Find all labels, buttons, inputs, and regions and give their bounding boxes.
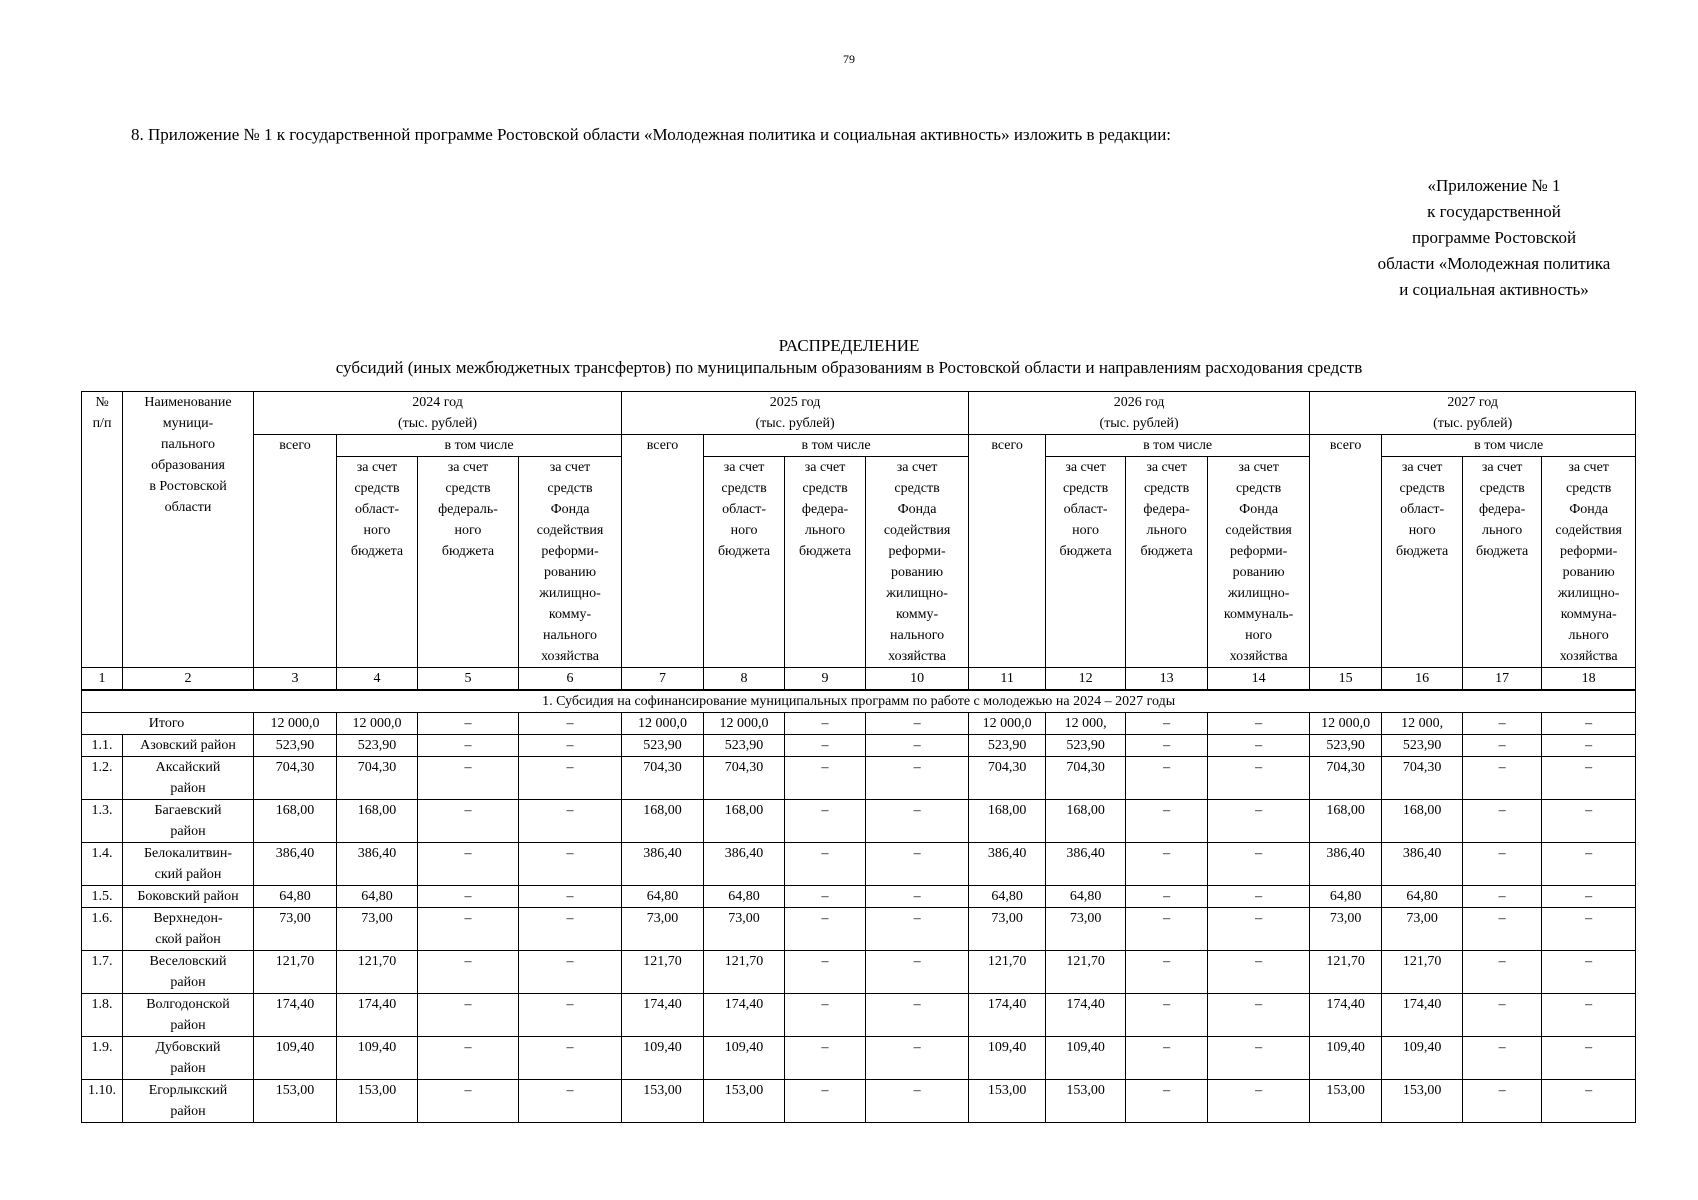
row-value: 174,40	[254, 994, 337, 1037]
row-value: –	[866, 1037, 969, 1080]
row-value: –	[1542, 886, 1636, 908]
row-value: 64,80	[622, 886, 704, 908]
column-number: 11	[969, 668, 1046, 691]
row-value: –	[519, 1080, 622, 1123]
row-value: –	[866, 735, 969, 757]
row-number: 1.9.	[82, 1037, 123, 1080]
row-value: –	[418, 908, 519, 951]
row-value: –	[418, 757, 519, 800]
row-value: –	[1463, 951, 1542, 994]
row-value: –	[1463, 800, 1542, 843]
row-value: 704,30	[254, 757, 337, 800]
row-value: 523,90	[1382, 735, 1463, 757]
row-value: –	[1208, 735, 1310, 757]
row-number: 1.2.	[82, 757, 123, 800]
row-value: 121,70	[1310, 951, 1382, 994]
row-value: 121,70	[337, 951, 418, 994]
row-value: 523,90	[969, 735, 1046, 757]
column-number: 18	[1542, 668, 1636, 691]
header-federal: за счет средств федера- льного бюджета	[785, 457, 866, 668]
row-value: 73,00	[254, 908, 337, 951]
municipality-name: Дубовский район	[123, 1037, 254, 1080]
row-value: –	[1463, 1080, 1542, 1123]
total-value: –	[519, 713, 622, 735]
row-value: –	[1542, 1037, 1636, 1080]
row-value: 64,80	[1310, 886, 1382, 908]
row-value: 64,80	[254, 886, 337, 908]
row-value: –	[785, 886, 866, 908]
row-value: 64,80	[704, 886, 785, 908]
row-value: 174,40	[969, 994, 1046, 1037]
row-value: 109,40	[704, 1037, 785, 1080]
row-value: –	[1463, 908, 1542, 951]
row-value: –	[418, 886, 519, 908]
row-value: –	[519, 757, 622, 800]
row-value: –	[866, 800, 969, 843]
section-title: 1. Субсидия на софинансирование муниципальных программ по работе с молодежью на 2024 – 2027 годы	[82, 690, 1636, 713]
total-value: –	[1542, 713, 1636, 735]
row-value: 174,40	[704, 994, 785, 1037]
row-value: –	[519, 994, 622, 1037]
row-value: 109,40	[337, 1037, 418, 1080]
row-value: –	[1126, 951, 1208, 994]
header-fund: за счет средств Фонда содействия реформи- рованию жилищно- комму- нального хозяйства	[866, 457, 969, 668]
table-row	[82, 908, 1636, 951]
total-value: –	[1126, 713, 1208, 735]
header-fund: за счет средств Фонда содействия реформи- рованию жилищно- комму- нального хозяйства	[519, 457, 622, 668]
table-row	[82, 757, 1636, 800]
row-value: –	[866, 843, 969, 886]
column-number: 3	[254, 668, 337, 691]
row-number: 1.5.	[82, 886, 123, 908]
row-value: –	[1463, 886, 1542, 908]
row-value: –	[418, 800, 519, 843]
municipality-name: Боковский район	[123, 886, 254, 908]
row-value: 73,00	[1382, 908, 1463, 951]
subsidy-table	[81, 391, 1636, 1123]
row-value: 73,00	[337, 908, 418, 951]
row-value: 121,70	[254, 951, 337, 994]
row-value: –	[519, 735, 622, 757]
row-value: 153,00	[1382, 1080, 1463, 1123]
title-subtitle: субсидий (иных межбюджетных трансфертов) по муниципальным образованиям в Ростовской области и направлениям расходования средств	[335, 358, 1363, 377]
row-value: 386,40	[337, 843, 418, 886]
row-value: –	[1126, 886, 1208, 908]
total-value: –	[1208, 713, 1310, 735]
row-value: –	[519, 886, 622, 908]
row-value: 704,30	[622, 757, 704, 800]
row-value: –	[1208, 886, 1310, 908]
table-row	[82, 800, 1636, 843]
row-value: –	[1208, 951, 1310, 994]
row-value: –	[1542, 735, 1636, 757]
row-value: 73,00	[622, 908, 704, 951]
row-value: –	[785, 951, 866, 994]
appendix-line: «Приложение № 1	[1427, 176, 1561, 195]
row-value: 523,90	[337, 735, 418, 757]
row-value: –	[785, 1037, 866, 1080]
row-value: –	[1126, 757, 1208, 800]
row-value: 704,30	[704, 757, 785, 800]
municipality-name: Азовский район	[123, 735, 254, 757]
row-value: 121,70	[1046, 951, 1126, 994]
total-value: –	[866, 713, 969, 735]
row-value: –	[418, 1037, 519, 1080]
row-value: –	[1126, 800, 1208, 843]
title-heading: РАСПРЕДЕЛЕНИЕ	[778, 336, 920, 355]
row-value: –	[785, 735, 866, 757]
row-value: –	[1463, 843, 1542, 886]
total-value: 12 000,0	[1310, 713, 1382, 735]
row-value: 73,00	[1046, 908, 1126, 951]
header-including: в том числе	[1046, 435, 1310, 457]
row-value: 174,40	[337, 994, 418, 1037]
row-value: 386,40	[622, 843, 704, 886]
row-value: 121,70	[704, 951, 785, 994]
row-value: 523,90	[704, 735, 785, 757]
row-value: 386,40	[969, 843, 1046, 886]
total-label: Итого	[82, 713, 254, 735]
header-num: № п/п	[82, 392, 123, 668]
row-value: 109,40	[969, 1037, 1046, 1080]
document-title	[0, 335, 1698, 379]
appendix-line: к государственной	[1427, 202, 1561, 221]
row-value: –	[785, 908, 866, 951]
row-value: 109,40	[1310, 1037, 1382, 1080]
row-value: 121,70	[622, 951, 704, 994]
row-value: –	[1463, 757, 1542, 800]
municipality-name: Егорлыкский район	[123, 1080, 254, 1123]
row-value: 109,40	[622, 1037, 704, 1080]
row-value: 64,80	[337, 886, 418, 908]
row-value: –	[1208, 843, 1310, 886]
column-number: 8	[704, 668, 785, 691]
row-value: –	[1208, 994, 1310, 1037]
header-regional: за счет средств област- ного бюджета	[1382, 457, 1463, 668]
header-total: всего	[969, 435, 1046, 668]
header-including: в том числе	[704, 435, 969, 457]
row-number: 1.8.	[82, 994, 123, 1037]
row-value: –	[866, 886, 969, 908]
column-number: 16	[1382, 668, 1463, 691]
header-year-2026: 2026 год (тыс. рублей)	[969, 392, 1310, 435]
row-value: 523,90	[622, 735, 704, 757]
intro-paragraph: 8. Приложение № 1 к государственной программе Ростовской области «Молодежная политика и социальная активность» изложить в редакции:	[131, 125, 1172, 144]
row-value: –	[1542, 757, 1636, 800]
header-year-2024: 2024 год (тыс. рублей)	[254, 392, 622, 435]
row-value: –	[1542, 1080, 1636, 1123]
row-value: 168,00	[704, 800, 785, 843]
row-value: 523,90	[1310, 735, 1382, 757]
row-value: 174,40	[622, 994, 704, 1037]
row-value: –	[866, 1080, 969, 1123]
row-value: –	[519, 843, 622, 886]
row-number: 1.1.	[82, 735, 123, 757]
row-value: –	[519, 1037, 622, 1080]
row-value: –	[1542, 951, 1636, 994]
page-number: 79	[843, 52, 855, 66]
municipality-name: Аксайский район	[123, 757, 254, 800]
row-number: 1.4.	[82, 843, 123, 886]
row-value: –	[866, 951, 969, 994]
total-value: 12 000,0	[704, 713, 785, 735]
table-row	[82, 886, 1636, 908]
total-value: –	[1463, 713, 1542, 735]
row-value: –	[1463, 1037, 1542, 1080]
table-row	[82, 951, 1636, 994]
column-number: 5	[418, 668, 519, 691]
row-value: –	[1542, 800, 1636, 843]
column-number: 17	[1463, 668, 1542, 691]
row-value: –	[1126, 1080, 1208, 1123]
header-including: в том числе	[1382, 435, 1636, 457]
row-value: 386,40	[1382, 843, 1463, 886]
row-value: 168,00	[622, 800, 704, 843]
row-value: –	[1542, 994, 1636, 1037]
row-value: –	[1208, 1080, 1310, 1123]
row-value: –	[785, 843, 866, 886]
appendix-line: программе Ростовской	[1411, 228, 1577, 247]
header-total: всего	[254, 435, 337, 668]
row-value: –	[1208, 757, 1310, 800]
table-row	[82, 843, 1636, 886]
total-value: 12 000,0	[622, 713, 704, 735]
row-value: –	[1126, 735, 1208, 757]
row-value: 386,40	[704, 843, 785, 886]
row-value: –	[866, 994, 969, 1037]
row-value: –	[1126, 994, 1208, 1037]
row-value: –	[1126, 908, 1208, 951]
header-regional: за счет средств област- ного бюджета	[704, 457, 785, 668]
column-number: 9	[785, 668, 866, 691]
row-value: –	[785, 1080, 866, 1123]
municipality-name: Багаевский район	[123, 800, 254, 843]
row-value: –	[866, 757, 969, 800]
row-value: 109,40	[1046, 1037, 1126, 1080]
header-year-2027: 2027 год (тыс. рублей)	[1310, 392, 1636, 435]
row-value: –	[1208, 800, 1310, 843]
row-value: –	[418, 843, 519, 886]
row-value: 168,00	[1310, 800, 1382, 843]
row-number: 1.3.	[82, 800, 123, 843]
row-value: 121,70	[1382, 951, 1463, 994]
row-value: 153,00	[1046, 1080, 1126, 1123]
row-value: 168,00	[1382, 800, 1463, 843]
row-value: 64,80	[1382, 886, 1463, 908]
row-value: –	[418, 951, 519, 994]
row-value: –	[418, 1080, 519, 1123]
row-value: 704,30	[1310, 757, 1382, 800]
header-including: в том числе	[337, 435, 622, 457]
total-value: 12 000,0	[969, 713, 1046, 735]
total-value: 12 000,	[1046, 713, 1126, 735]
header-total: всего	[1310, 435, 1382, 668]
column-number: 15	[1310, 668, 1382, 691]
header-fund: за счет средств Фонда содействия реформи- рованию жилищно- коммуналь- ного хозяйства	[1208, 457, 1310, 668]
row-value: –	[519, 951, 622, 994]
row-value: 121,70	[969, 951, 1046, 994]
row-value: 64,80	[969, 886, 1046, 908]
row-value: 153,00	[704, 1080, 785, 1123]
column-number-row	[82, 668, 1636, 691]
column-number: 7	[622, 668, 704, 691]
municipality-name: Волгодонской район	[123, 994, 254, 1037]
column-number: 12	[1046, 668, 1126, 691]
row-value: 168,00	[1046, 800, 1126, 843]
row-value: 704,30	[1382, 757, 1463, 800]
header-name: Наименование муници- пального образования в Ростовской области	[123, 392, 254, 668]
row-value: 153,00	[1310, 1080, 1382, 1123]
table-row	[82, 735, 1636, 757]
row-value: –	[1463, 994, 1542, 1037]
row-value: 386,40	[254, 843, 337, 886]
header-federal: за счет средств федераль- ного бюджета	[418, 457, 519, 668]
row-value: 704,30	[969, 757, 1046, 800]
row-value: –	[1542, 843, 1636, 886]
header-federal: за счет средств федера- льного бюджета	[1463, 457, 1542, 668]
header-fund: за счет средств Фонда содействия реформи- рованию жилищно- коммуна- льного хозяйства	[1542, 457, 1636, 668]
row-value: –	[1126, 1037, 1208, 1080]
appendix-note	[1330, 173, 1658, 303]
row-value: –	[785, 800, 866, 843]
row-value: 704,30	[337, 757, 418, 800]
total-value: 12 000,0	[337, 713, 418, 735]
row-value: 73,00	[1310, 908, 1382, 951]
header-regional: за счет средств област- ного бюджета	[1046, 457, 1126, 668]
row-value: 153,00	[622, 1080, 704, 1123]
row-value: –	[866, 908, 969, 951]
row-value: 109,40	[254, 1037, 337, 1080]
row-value: 174,40	[1382, 994, 1463, 1037]
row-value: –	[418, 994, 519, 1037]
row-value: 153,00	[969, 1080, 1046, 1123]
table-row	[82, 1080, 1636, 1123]
row-value: 386,40	[1310, 843, 1382, 886]
column-number: 14	[1208, 668, 1310, 691]
row-value: 64,80	[1046, 886, 1126, 908]
column-number: 10	[866, 668, 969, 691]
column-number: 2	[123, 668, 254, 691]
row-value: 386,40	[1046, 843, 1126, 886]
header-total: всего	[622, 435, 704, 668]
row-value: 73,00	[969, 908, 1046, 951]
municipality-name: Верхнедон- ской район	[123, 908, 254, 951]
header-regional: за счет средств област- ного бюджета	[337, 457, 418, 668]
row-value: –	[1542, 908, 1636, 951]
total-value: –	[785, 713, 866, 735]
total-value: 12 000,0	[254, 713, 337, 735]
row-value: 523,90	[1046, 735, 1126, 757]
row-value: 174,40	[1046, 994, 1126, 1037]
row-value: 168,00	[969, 800, 1046, 843]
appendix-line: области «Молодежная политика	[1377, 254, 1611, 273]
row-value: 174,40	[1310, 994, 1382, 1037]
total-value: 12 000,	[1382, 713, 1463, 735]
row-value: –	[1208, 1037, 1310, 1080]
row-value: 153,00	[337, 1080, 418, 1123]
column-number: 4	[337, 668, 418, 691]
total-value: –	[418, 713, 519, 735]
column-number: 6	[519, 668, 622, 691]
row-number: 1.6.	[82, 908, 123, 951]
total-row	[82, 713, 1636, 735]
municipality-name: Белокалитвин- ский район	[123, 843, 254, 886]
row-value: –	[785, 994, 866, 1037]
table-row	[82, 1037, 1636, 1080]
row-value: –	[1463, 735, 1542, 757]
row-value: –	[1208, 908, 1310, 951]
row-number: 1.7.	[82, 951, 123, 994]
row-value: 168,00	[337, 800, 418, 843]
header-year-2025: 2025 год (тыс. рублей)	[622, 392, 969, 435]
row-value: 168,00	[254, 800, 337, 843]
row-value: 704,30	[1046, 757, 1126, 800]
row-value: 153,00	[254, 1080, 337, 1123]
table-row	[82, 994, 1636, 1037]
row-value: –	[1126, 843, 1208, 886]
appendix-line: и социальная активность»	[1399, 280, 1589, 299]
row-value: –	[418, 735, 519, 757]
column-number: 1	[82, 668, 123, 691]
row-value: 73,00	[704, 908, 785, 951]
municipality-name: Веселовский район	[123, 951, 254, 994]
header-federal: за счет средств федера- льного бюджета	[1126, 457, 1208, 668]
row-number: 1.10.	[82, 1080, 123, 1123]
row-value: –	[519, 800, 622, 843]
row-value: –	[785, 757, 866, 800]
column-number: 13	[1126, 668, 1208, 691]
row-value: –	[519, 908, 622, 951]
row-value: 523,90	[254, 735, 337, 757]
row-value: 109,40	[1382, 1037, 1463, 1080]
